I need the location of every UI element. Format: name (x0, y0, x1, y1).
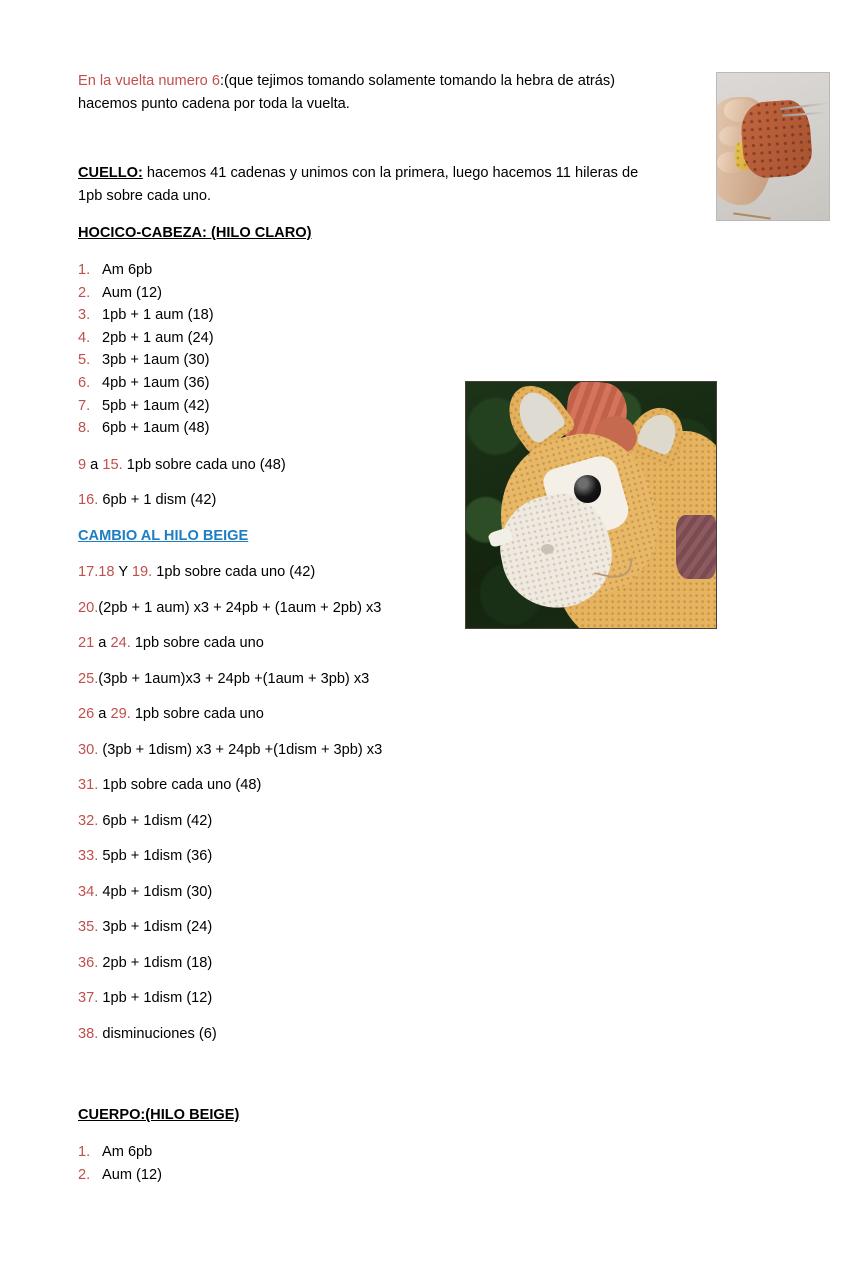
list-item-label: Aum (12) (102, 284, 163, 301)
list-item-number: 7. (78, 397, 91, 414)
row-32 (78, 810, 698, 832)
row-number: 37. (78, 990, 99, 1007)
list-item-label: 5pb + 1aum (42) (102, 397, 210, 414)
row-text: 1pb sobre cada uno (48) (98, 777, 262, 794)
spacer (78, 440, 698, 454)
list-item (78, 417, 698, 440)
list-item (78, 395, 698, 418)
spacer (78, 116, 698, 162)
list-item-number: 2. (78, 1166, 91, 1183)
row-text: 1pb sobre cada uno (42) (152, 564, 316, 581)
row-text: 1pb + 1dism (12) (98, 990, 213, 1007)
row-number: 32. (78, 812, 99, 829)
list-item (78, 304, 698, 327)
row-text: 1pb sobre cada uno (130, 706, 264, 723)
list-item-number: 1. (78, 262, 91, 278)
row-number-end: 19. (131, 564, 153, 581)
list-item-label: Aum (12) (102, 1166, 163, 1183)
row-number: 33. (78, 848, 99, 865)
crochet-hand-photo-inner (717, 73, 829, 220)
row-number: 25. (78, 670, 99, 687)
list-item-number: 1. (78, 1144, 91, 1161)
row-connector: Y (114, 564, 132, 581)
row-text: disminuciones (6) (98, 1025, 217, 1042)
intro-line2: hacemos punto cadena por toda la vuelta. (78, 96, 350, 112)
row-text: 5pb + 1dism (36) (98, 848, 213, 865)
hocico-cabeza-list (78, 259, 698, 440)
row-17-19 (78, 561, 698, 583)
row-35 (78, 916, 698, 938)
row-37 (78, 987, 698, 1009)
hocico-cabeza-heading: HOCICO-CABEZA: (HILO CLARO) (78, 225, 312, 241)
row-33 (78, 845, 698, 867)
row-38 (78, 1023, 698, 1045)
row-number-start: 26 (78, 706, 95, 723)
row-number: 31. (78, 777, 99, 794)
row-36 (78, 952, 698, 974)
row-number: 35. (78, 919, 99, 936)
row-connector: a (94, 635, 111, 652)
list-item-number: 8. (78, 420, 91, 437)
row-34 (78, 881, 698, 903)
row-number: 36. (78, 954, 99, 971)
cambio-hilo-beige-heading-wrap (78, 525, 698, 548)
row-number-end: 15. (102, 456, 123, 473)
row-text: 2pb + 1dism (18) (98, 954, 213, 971)
document-body (78, 70, 698, 1186)
list-item-label: 4pb + 1aum (36) (102, 374, 210, 391)
row-number-start: 17.18 (78, 564, 115, 581)
row-text: (3pb + 1dism) x3 + 24pb +(1dism + 3pb) x3 (98, 741, 383, 758)
cuerpo-heading: CUERPO:(HILO BEIGE) (78, 1107, 240, 1124)
cuello-paragraph (78, 162, 698, 208)
cuello-label: CUELLO: (78, 165, 143, 181)
list-item-label: 3pb + 1aum (30) (102, 352, 210, 369)
list-item-label: 1pb + 1 aum (18) (102, 307, 214, 324)
row-text: 6pb + 1dism (42) (98, 812, 213, 829)
row-connector: a (94, 706, 111, 723)
list-item (78, 1141, 698, 1164)
row-20 (78, 597, 698, 619)
row-21-24 (78, 632, 698, 654)
list-item-number: 2. (78, 284, 91, 301)
row-16 (78, 489, 698, 511)
list-item-label: 2pb + 1 aum (24) (102, 329, 214, 346)
list-item-number: 5. (78, 352, 91, 369)
spacer (78, 1127, 698, 1141)
row-text: 1pb sobre cada uno (48) (122, 456, 286, 473)
cambio-hilo-beige-heading: CAMBIO AL HILO BEIGE (78, 527, 249, 544)
list-item-number: 3. (78, 307, 91, 324)
list-item (78, 1164, 698, 1187)
row-number-end: 29. (110, 706, 131, 723)
intro-red-lead: En la vuelta numero 6 (78, 73, 220, 89)
list-item (78, 259, 698, 282)
crochet-hand-photo (716, 72, 830, 221)
row-number: 30. (78, 741, 99, 758)
row-number: 38. (78, 1025, 99, 1042)
crochet-swatch-shape (739, 99, 814, 180)
list-item (78, 349, 698, 372)
cuello-line1: hacemos 41 cadenas y unimos con la primera, luego hacemos 11 hileras de (142, 165, 639, 181)
row-9-15 (78, 454, 698, 476)
intro-paragraph (78, 70, 698, 116)
row-text: 1pb sobre cada uno (130, 635, 264, 652)
cuerpo-list (78, 1141, 698, 1186)
row-number: 20. (78, 599, 99, 616)
row-number: 34. (78, 883, 99, 900)
row-number-end: 24. (110, 635, 131, 652)
list-item-number: 4. (78, 329, 91, 346)
row-25 (78, 668, 698, 690)
row-text: (2pb + 1 aum) x3 + 24pb + (1aum + 2pb) x3 (98, 599, 382, 616)
spacer (78, 1058, 698, 1104)
list-item-label: Am 6pb (102, 262, 153, 278)
row-text: 3pb + 1dism (24) (98, 919, 213, 936)
list-item (78, 282, 698, 305)
row-connector: a (86, 456, 103, 473)
list-item (78, 327, 698, 350)
spacer (78, 245, 698, 259)
list-item-number: 6. (78, 374, 91, 391)
spacer (78, 208, 698, 222)
row-number: 16. (78, 492, 99, 509)
intro-rest-line1: :(que tejimos tomando solamente tomando la hebra de atrás) (219, 73, 616, 89)
row-31 (78, 774, 698, 796)
row-number-start: 21 (78, 635, 95, 652)
row-text: (3pb + 1aum)x3 + 24pb +(1aum + 3pb) x3 (98, 670, 370, 687)
row-26-29 (78, 703, 698, 725)
list-item-label: Am 6pb (102, 1144, 153, 1161)
row-text: 4pb + 1dism (30) (98, 883, 213, 900)
list-item (78, 372, 698, 395)
list-item-label: 6pb + 1aum (48) (102, 420, 210, 437)
row-number-start: 9 (78, 456, 87, 473)
row-30 (78, 739, 698, 761)
row-text: 6pb + 1 dism (42) (98, 492, 217, 509)
cuello-line2: 1pb sobre cada uno. (78, 188, 212, 204)
